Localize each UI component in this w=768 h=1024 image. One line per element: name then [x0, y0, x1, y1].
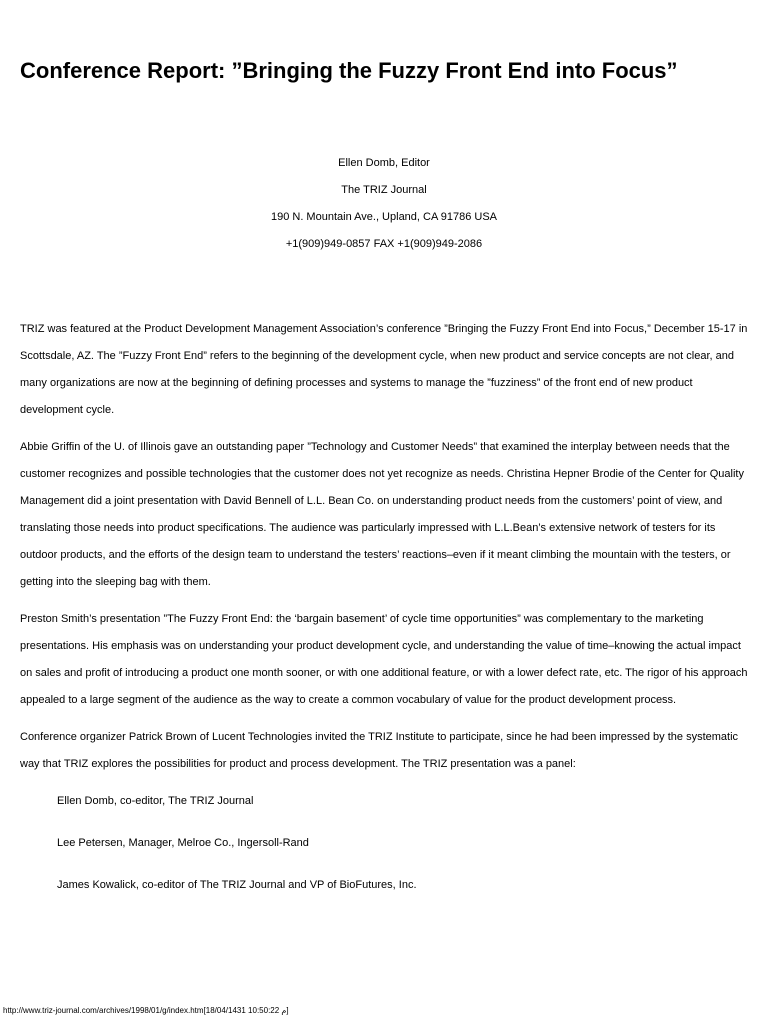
author-name: Ellen Domb, Editor — [338, 157, 430, 169]
panel-member: Ellen Domb, co-editor, The TRIZ Journal — [57, 795, 254, 807]
panel-member: Lee Petersen, Manager, Melroe Co., Ingersoll-Rand — [57, 837, 309, 849]
paragraph-griffin: Abbie Griffin of the U. of Illinois gave an outstanding paper ”Technology and Customer Needs” that examined the interplay between needs that the customer recognizes and possible technologies that the customer does not yet recognize as needs. Christina Hepner Brodie of the Center for Quality Management did a joint presentation with David Bennell of L.L. Bean Co. on understanding product needs from the customers’ point of view, and translating those needs into product specifications. The audience was particularly impressed with L.L.Bean’s extensive network of testers for its outdoor products, and the efforts of the design team to understand the testers’ reactions–even if it meant climbing the mountain with the testers, or getting into the sleeping bag with them. — [20, 441, 744, 588]
phone-fax: +1(909)949-0857 FAX +1(909)949-2086 — [285, 238, 483, 250]
footer-url: http://www.triz-journal.com/archives/1998/01/g/index.htm[م 10:50:22 18/04/1431] — [3, 1006, 289, 1015]
postal-address: 190 N. Mountain Ave., Upland, CA 91786 USA — [270, 211, 498, 223]
article-body — [20, 316, 750, 914]
author-address-block — [0, 150, 768, 258]
panel-member: James Kowalick, co-editor of The TRIZ Journal and VP of BioFutures, Inc. — [57, 879, 417, 891]
page-title: Conference Report: ”Bringing the Fuzzy Front End into Focus” — [20, 58, 678, 83]
paragraph-intro: TRIZ was featured at the Product Development Management Association’s conference ”Bringing the Fuzzy Front End into Focus,” December 15-17 in Scottsdale, AZ. The ”Fuzzy Front End” refers to the beginning of the development cycle, when new product and service concepts are not clear, and many organizations are now at the beginning of defining processes and systems to manage the ”fuzziness” of the front end of new product development cycle. — [20, 323, 748, 416]
publication-name: The TRIZ Journal — [341, 184, 427, 196]
panel-list — [20, 788, 750, 914]
paragraph-smith: Preston Smith’s presentation ”The Fuzzy Front End: the ‘bargain basement’ of cycle time opportunities” was complementary to the marketing presentations. His emphasis was on understanding your product development cycle, and understanding the value of time–knowing the actual impact on sales and profit of introducing a product one month sooner, or with one additional feature, or with a lower defect rate, etc. The rigor of his approach appealed to a large segment of the audience as the way to create a common vocabulary of value for the product development process. — [20, 613, 748, 706]
paragraph-brown: Conference organizer Patrick Brown of Lucent Technologies invited the TRIZ Institute to participate, since he had been impressed by the systematic way that TRIZ explores the possibilities for product and process development. The TRIZ presentation was a panel: — [20, 731, 739, 770]
